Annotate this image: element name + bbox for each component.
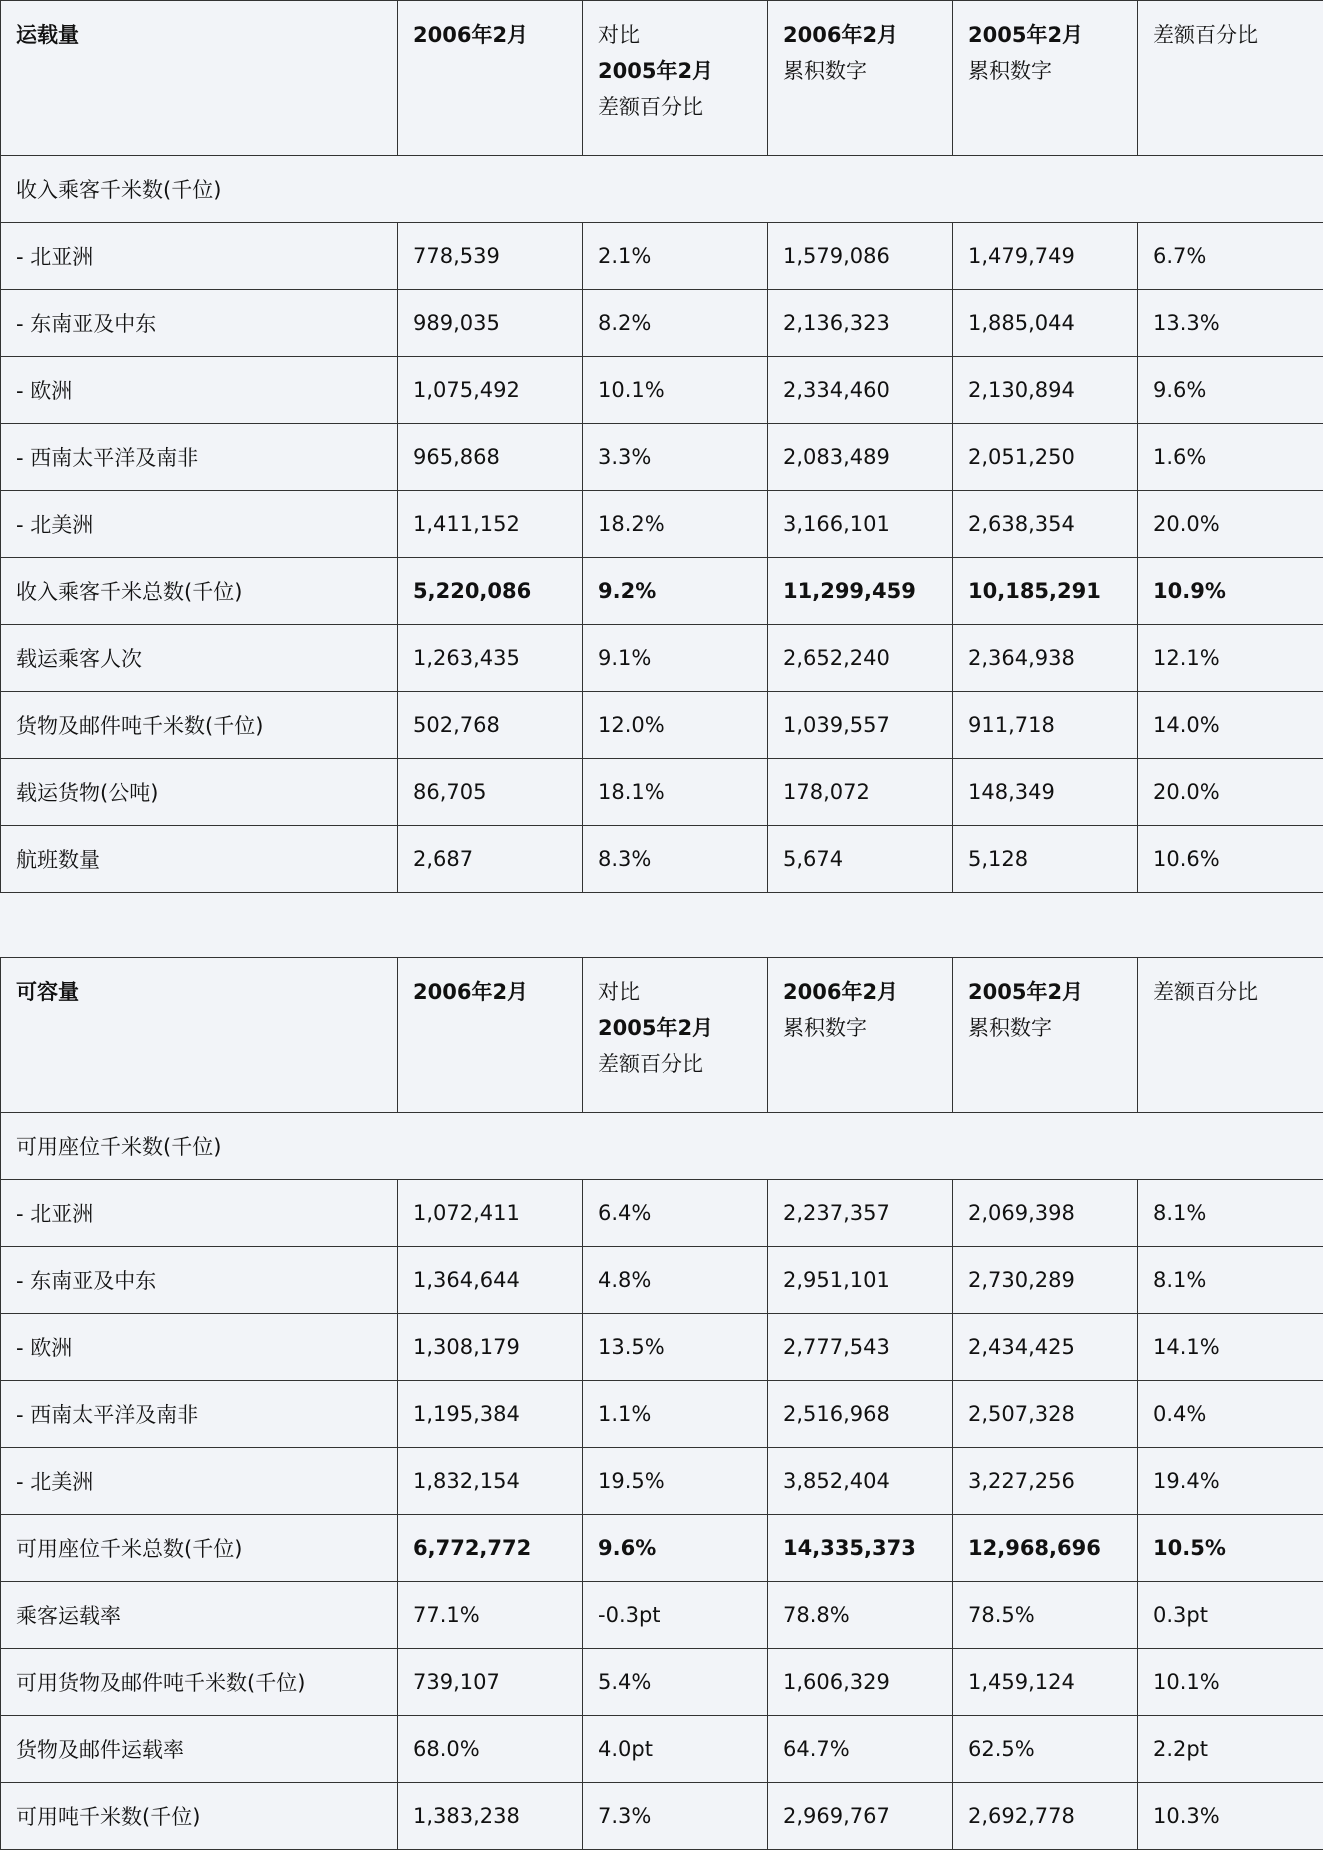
column-header — [1138, 958, 1323, 1113]
table-row — [1, 625, 1323, 692]
table-title: 可容量 — [1, 958, 398, 1113]
cell-value: 62.5% — [953, 1716, 1138, 1783]
cell-value: 20.0% — [1138, 491, 1323, 558]
cell-value: 1,459,124 — [953, 1649, 1138, 1716]
cell-value: 14.0% — [1138, 692, 1323, 759]
table-row — [1, 1314, 1323, 1381]
cell-value: 2,083,489 — [768, 424, 953, 491]
row-label: 载运货物(公吨) — [1, 759, 398, 826]
cell-value: 5,220,086 — [398, 558, 583, 625]
column-header-line: 差额百分比 — [1153, 974, 1308, 1010]
table-row — [1, 1247, 1323, 1314]
cell-value: 2,687 — [398, 826, 583, 893]
row-label: 货物及邮件运载率 — [1, 1716, 398, 1783]
row-label: - 欧洲 — [1, 1314, 398, 1381]
row-label: 可用座位千米总数(千位) — [1, 1515, 398, 1582]
cell-value: 4.0pt — [583, 1716, 768, 1783]
cell-value: 5,128 — [953, 826, 1138, 893]
row-label: 货物及邮件吨千米数(千位) — [1, 692, 398, 759]
table-row — [1, 491, 1323, 558]
column-header-line: 2005年2月 — [968, 974, 1122, 1010]
cell-value: 3.3% — [583, 424, 768, 491]
column-header-line: 对比 — [598, 974, 752, 1010]
column-header-line: 累积数字 — [968, 53, 1122, 89]
table-row — [1, 290, 1323, 357]
column-header-line: 差额百分比 — [598, 89, 752, 125]
cell-value: 2,130,894 — [953, 357, 1138, 424]
cell-value: 2,364,938 — [953, 625, 1138, 692]
cell-value: 2,069,398 — [953, 1180, 1138, 1247]
cell-value: 1,195,384 — [398, 1381, 583, 1448]
cell-value: 178,072 — [768, 759, 953, 826]
column-header-line: 对比 — [598, 17, 752, 53]
cell-value: 739,107 — [398, 1649, 583, 1716]
cell-value: 7.3% — [583, 1783, 768, 1850]
table-row — [1, 826, 1323, 893]
row-label: - 东南亚及中东 — [1, 290, 398, 357]
cell-value: 12,968,696 — [953, 1515, 1138, 1582]
cell-value: 6,772,772 — [398, 1515, 583, 1582]
cell-value: 8.2% — [583, 290, 768, 357]
column-header-line: 2006年2月 — [783, 974, 937, 1010]
table-title: 运载量 — [1, 1, 398, 156]
header-row — [1, 958, 1323, 1113]
cell-value: 989,035 — [398, 290, 583, 357]
cell-value: 2,969,767 — [768, 1783, 953, 1850]
row-label: - 西南太平洋及南非 — [1, 424, 398, 491]
cell-value: 9.6% — [1138, 357, 1323, 424]
column-header — [953, 958, 1138, 1113]
cell-value: 8.1% — [1138, 1247, 1323, 1314]
row-label: 可用吨千米数(千位) — [1, 1783, 398, 1850]
column-header — [583, 1, 768, 156]
column-header — [398, 1, 583, 156]
table-row — [1, 692, 1323, 759]
column-header — [1138, 1, 1323, 156]
cell-value: 19.5% — [583, 1448, 768, 1515]
cell-value: 2,507,328 — [953, 1381, 1138, 1448]
cell-value: 1,885,044 — [953, 290, 1138, 357]
cell-value: 2.1% — [583, 223, 768, 290]
cell-value: 10.5% — [1138, 1515, 1323, 1582]
cell-value: 1,039,557 — [768, 692, 953, 759]
column-header-line: 差额百分比 — [1153, 17, 1308, 53]
cell-value: 5.4% — [583, 1649, 768, 1716]
cell-value: 1,411,152 — [398, 491, 583, 558]
cell-value: 2,051,250 — [953, 424, 1138, 491]
cell-value: 1,606,329 — [768, 1649, 953, 1716]
row-label: 乘客运载率 — [1, 1582, 398, 1649]
cell-value: 2,434,425 — [953, 1314, 1138, 1381]
cell-value: 2,730,289 — [953, 1247, 1138, 1314]
cell-value: 19.4% — [1138, 1448, 1323, 1515]
cell-value: 10.1% — [1138, 1649, 1323, 1716]
cell-value: 86,705 — [398, 759, 583, 826]
column-header-line: 2006年2月 — [413, 974, 567, 1010]
section-row — [1, 156, 1323, 223]
cell-value: 1.1% — [583, 1381, 768, 1448]
column-header-line: 差额百分比 — [598, 1046, 752, 1082]
row-label: - 北亚洲 — [1, 1180, 398, 1247]
cell-value: 9.2% — [583, 558, 768, 625]
cell-value: 502,768 — [398, 692, 583, 759]
total-row — [1, 1515, 1323, 1582]
row-label: - 东南亚及中东 — [1, 1247, 398, 1314]
cell-value: 2,777,543 — [768, 1314, 953, 1381]
column-header-line: 累积数字 — [783, 1010, 937, 1046]
cell-value: 64.7% — [768, 1716, 953, 1783]
cell-value: 1,579,086 — [768, 223, 953, 290]
cell-value: 1,308,179 — [398, 1314, 583, 1381]
cell-value: 8.1% — [1138, 1180, 1323, 1247]
column-header-line: 2006年2月 — [413, 17, 567, 53]
cell-value: 2,951,101 — [768, 1247, 953, 1314]
cell-value: 6.7% — [1138, 223, 1323, 290]
cell-value: 20.0% — [1138, 759, 1323, 826]
cell-value: 2,334,460 — [768, 357, 953, 424]
column-header-line: 2005年2月 — [598, 53, 752, 89]
table-gap — [0, 893, 1323, 957]
table-row — [1, 223, 1323, 290]
cell-value: 1.6% — [1138, 424, 1323, 491]
table-row — [1, 1448, 1323, 1515]
total-row — [1, 558, 1323, 625]
cell-value: 1,383,238 — [398, 1783, 583, 1850]
cell-value: 965,868 — [398, 424, 583, 491]
column-header-line: 累积数字 — [783, 53, 937, 89]
section-row — [1, 1113, 1323, 1180]
table-row — [1, 1180, 1323, 1247]
cell-value: 10,185,291 — [953, 558, 1138, 625]
column-header — [953, 1, 1138, 156]
cell-value: 0.4% — [1138, 1381, 1323, 1448]
cell-value: 8.3% — [583, 826, 768, 893]
cell-value: 3,166,101 — [768, 491, 953, 558]
cell-value: 2,652,240 — [768, 625, 953, 692]
cell-value: 3,852,404 — [768, 1448, 953, 1515]
column-header — [398, 958, 583, 1113]
cell-value: 5,674 — [768, 826, 953, 893]
cell-value: 4.8% — [583, 1247, 768, 1314]
row-label: - 北美洲 — [1, 1448, 398, 1515]
cell-value: 2,136,323 — [768, 290, 953, 357]
column-header-line: 累积数字 — [968, 1010, 1122, 1046]
cell-value: 2.2pt — [1138, 1716, 1323, 1783]
column-header-line: 2005年2月 — [598, 1010, 752, 1046]
cell-value: 10.3% — [1138, 1783, 1323, 1850]
cell-value: -0.3pt — [583, 1582, 768, 1649]
column-header — [768, 958, 953, 1113]
cell-value: 9.1% — [583, 625, 768, 692]
cell-value: 13.3% — [1138, 290, 1323, 357]
cell-value: 148,349 — [953, 759, 1138, 826]
capacity-table — [0, 957, 1323, 1850]
cell-value: 10.6% — [1138, 826, 1323, 893]
cell-value: 14.1% — [1138, 1314, 1323, 1381]
row-label: - 西南太平洋及南非 — [1, 1381, 398, 1448]
cell-value: 11,299,459 — [768, 558, 953, 625]
section-label: 可用座位千米数(千位) — [1, 1113, 1323, 1180]
cell-value: 1,479,749 — [953, 223, 1138, 290]
table-row — [1, 1381, 1323, 1448]
row-label: 载运乘客人次 — [1, 625, 398, 692]
cell-value: 10.9% — [1138, 558, 1323, 625]
traffic-table — [0, 0, 1323, 893]
table-row — [1, 1649, 1323, 1716]
cell-value: 2,237,357 — [768, 1180, 953, 1247]
table-row — [1, 1783, 1323, 1850]
cell-value: 68.0% — [398, 1716, 583, 1783]
cell-value: 78.8% — [768, 1582, 953, 1649]
column-header-line: 2006年2月 — [783, 17, 937, 53]
table-row — [1, 1716, 1323, 1783]
row-label: 收入乘客千米总数(千位) — [1, 558, 398, 625]
cell-value: 1,075,492 — [398, 357, 583, 424]
table-row — [1, 1582, 1323, 1649]
cell-value: 911,718 — [953, 692, 1138, 759]
cell-value: 3,227,256 — [953, 1448, 1138, 1515]
cell-value: 18.1% — [583, 759, 768, 826]
section-label: 收入乘客千米数(千位) — [1, 156, 1323, 223]
cell-value: 1,263,435 — [398, 625, 583, 692]
cell-value: 2,638,354 — [953, 491, 1138, 558]
table-row — [1, 759, 1323, 826]
cell-value: 1,832,154 — [398, 1448, 583, 1515]
cell-value: 78.5% — [953, 1582, 1138, 1649]
row-label: 航班数量 — [1, 826, 398, 893]
cell-value: 77.1% — [398, 1582, 583, 1649]
cell-value: 0.3pt — [1138, 1582, 1323, 1649]
cell-value: 9.6% — [583, 1515, 768, 1582]
column-header-line: 2005年2月 — [968, 17, 1122, 53]
header-row — [1, 1, 1323, 156]
column-header — [768, 1, 953, 156]
row-label: - 北美洲 — [1, 491, 398, 558]
cell-value: 14,335,373 — [768, 1515, 953, 1582]
table-row — [1, 357, 1323, 424]
cell-value: 10.1% — [583, 357, 768, 424]
column-header — [583, 958, 768, 1113]
cell-value: 2,516,968 — [768, 1381, 953, 1448]
cell-value: 13.5% — [583, 1314, 768, 1381]
cell-value: 12.0% — [583, 692, 768, 759]
cell-value: 1,072,411 — [398, 1180, 583, 1247]
cell-value: 12.1% — [1138, 625, 1323, 692]
row-label: - 北亚洲 — [1, 223, 398, 290]
table-row — [1, 424, 1323, 491]
row-label: 可用货物及邮件吨千米数(千位) — [1, 1649, 398, 1716]
row-label: - 欧洲 — [1, 357, 398, 424]
cell-value: 6.4% — [583, 1180, 768, 1247]
cell-value: 1,364,644 — [398, 1247, 583, 1314]
cell-value: 778,539 — [398, 223, 583, 290]
cell-value: 2,692,778 — [953, 1783, 1138, 1850]
cell-value: 18.2% — [583, 491, 768, 558]
